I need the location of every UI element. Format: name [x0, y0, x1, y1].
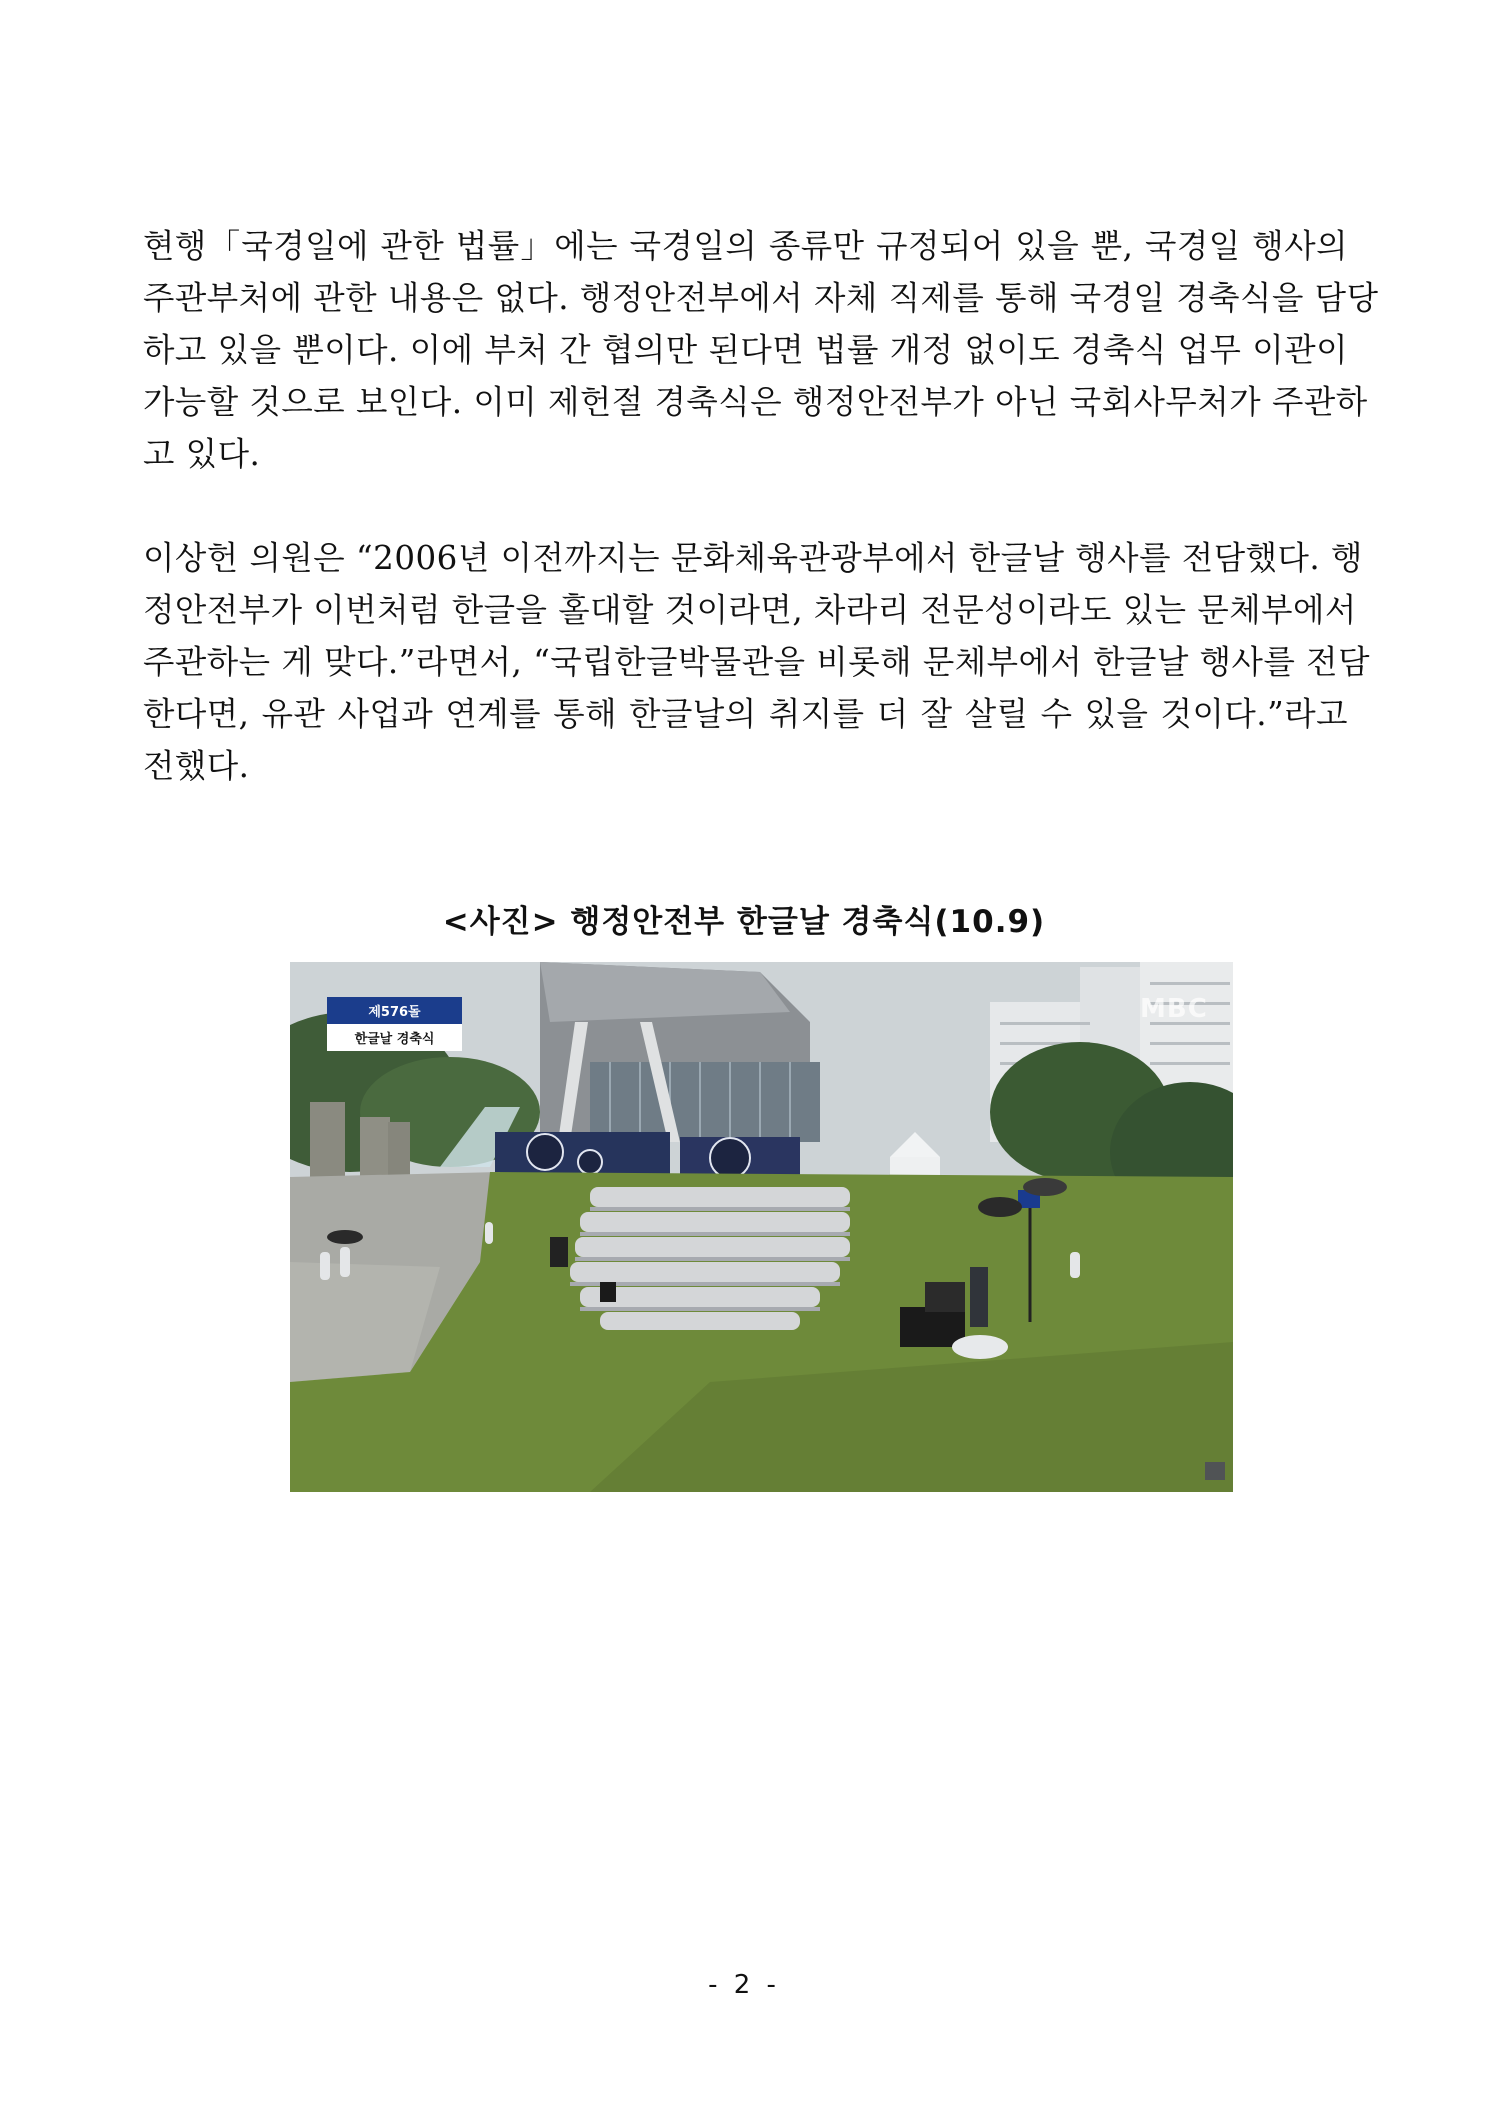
broadcast-caption-badge [327, 997, 462, 1051]
paragraph-2 [143, 532, 1370, 792]
paragraph-line: 가능할 것으로 보인다. 이미 제헌절 경축식은 행정안전부가 아닌 국회사무처가 주관하 [143, 383, 1368, 421]
page-number: - 2 - [708, 1970, 780, 2000]
paragraph-1 [143, 220, 1379, 480]
paragraph-line: 정안전부가 이번처럼 한글을 홀대할 것이라면, 차라리 전문성이라도 있는 문체부에서 [143, 591, 1357, 629]
ceremony-photo [290, 962, 1233, 1492]
paragraph-line: 현행「국경일에 관한 법률」에는 국경일의 종류만 규정되어 있을 뿐, 국경일 행사의 [143, 227, 1348, 265]
badge-event: 한글날 경축식 [327, 1024, 462, 1051]
paragraph-line: 주관하는 게 맞다.”라면서, “국립한글박물관을 비롯해 문체부에서 한글날 행사를 전담 [143, 643, 1370, 681]
paragraph-line: 고 있다. [143, 435, 261, 473]
paragraph-line: 주관부처에 관한 내용은 없다. 행정안전부에서 자체 직제를 통해 국경일 경축식을 담당 [143, 279, 1379, 317]
badge-anniversary: 제576돌 [327, 997, 462, 1024]
broadcaster-logo: MBC [1140, 994, 1208, 1024]
photo-caption: <사진> 행정안전부 한글날 경축식(10.9) [442, 904, 1046, 940]
paragraph-line: 이상헌 의원은 “2006년 이전까지는 문화체육관광부에서 한글날 행사를 전담했다. 행 [143, 539, 1363, 577]
paragraph-line: 전했다. [143, 747, 250, 785]
paragraph-line: 한다면, 유관 사업과 연계를 통해 한글날의 취지를 더 잘 살릴 수 있을 것이다.”라고 [143, 695, 1348, 733]
paragraph-line: 하고 있을 뿐이다. 이에 부처 간 협의만 된다면 법률 개정 없이도 경축식 업무 이관이 [143, 331, 1348, 369]
